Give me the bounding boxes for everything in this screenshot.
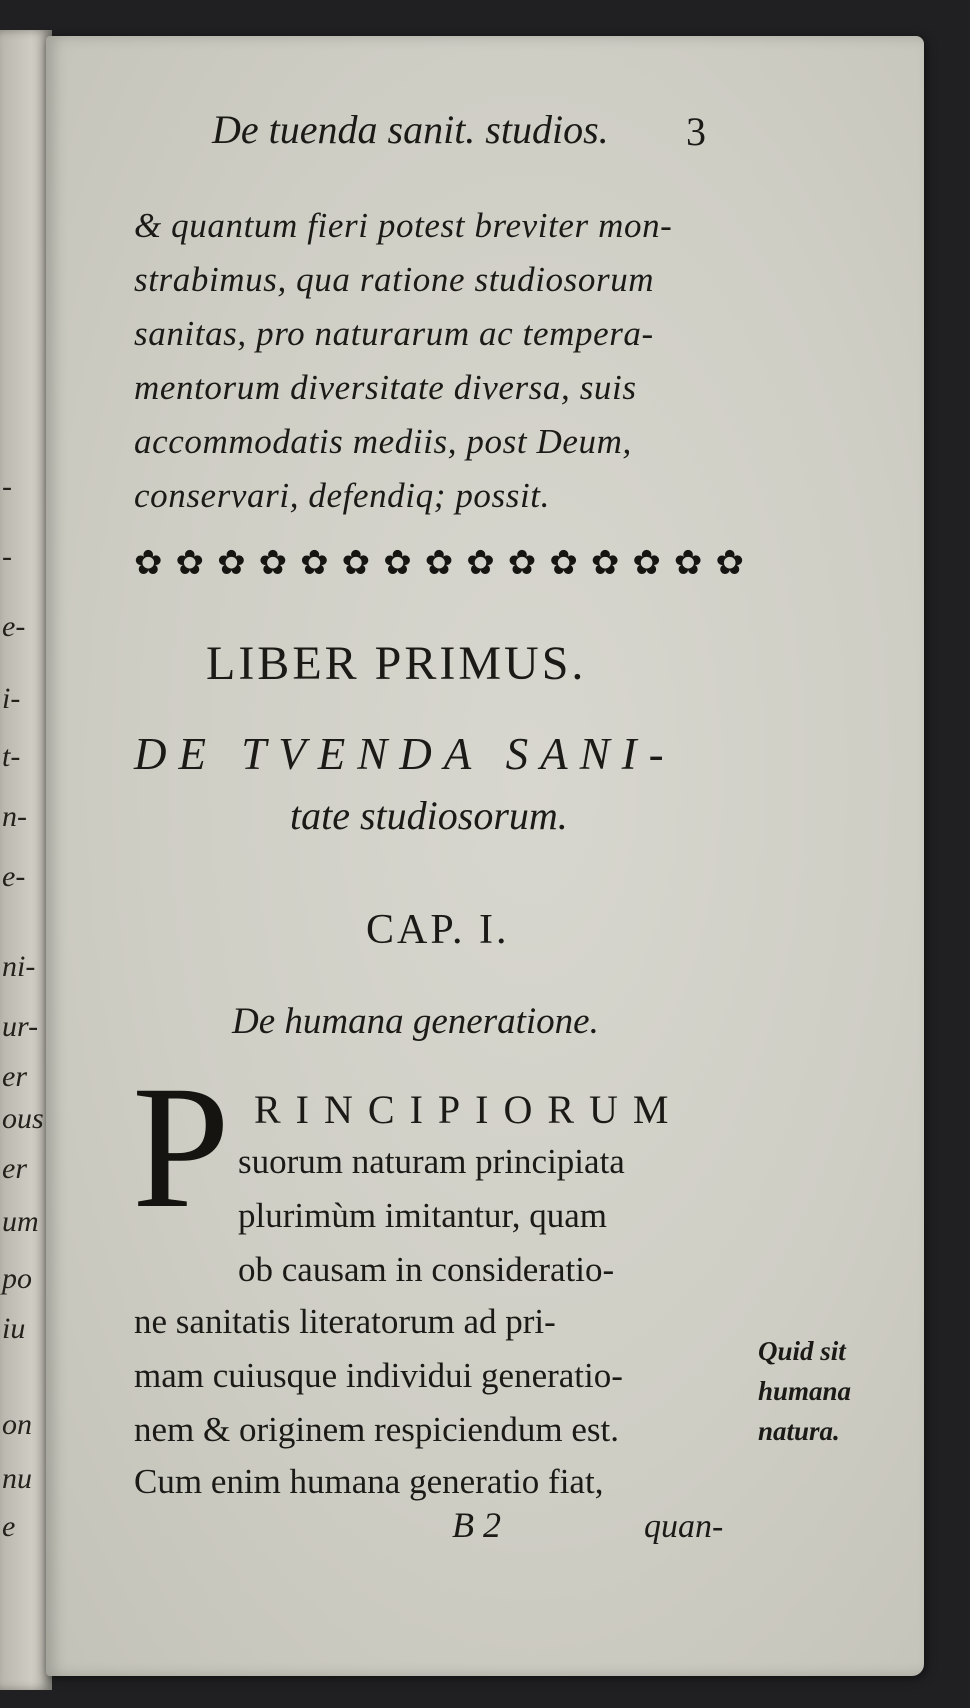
fleuron-icon: ✿ [466,545,495,582]
facing-page-fragment: ur- [2,1010,39,1043]
fleuron-icon: ✿ [217,545,246,582]
facing-page-fragment: er [2,1152,27,1185]
body-line: mam cuiusque individui generatio- [134,1356,623,1395]
fleuron-icon: ✿ [341,545,371,582]
fleuron-ornament-row [134,544,744,584]
facing-page-fragment: nu [2,1462,32,1495]
body-line: suorum naturam principiata [238,1142,625,1181]
intro-line: strabimus, qua ratione studiosorum [134,260,655,299]
chapter-heading: CAP. I. [366,907,510,953]
fleuron-icon: ✿ [673,545,703,582]
facing-page-fragment: on [2,1408,32,1441]
fleuron-icon: ✿ [715,545,744,582]
facing-page-fragment: iu [2,1312,26,1345]
facing-page-fragment: n- [2,800,27,833]
fleuron-icon: ✿ [175,545,205,582]
intro-line: sanitas, pro naturarum ac tempera- [134,314,654,353]
intro-line: mentorum diversitate diversa, suis [134,368,637,407]
drop-cap: P [132,1050,230,1245]
intro-line: & quantum fieri potest breviter mon- [134,206,673,245]
book-subtitle-line: DE TVENDA SANI- [134,729,676,779]
fleuron-icon: ✿ [590,545,620,582]
facing-page-fragment: e [2,1510,16,1543]
first-word: RINCIPIORUM [254,1087,684,1132]
page-number: 3 [686,109,706,154]
facing-page-fragment: t- [2,740,21,773]
body-line: Cum enim humana generatio fiat, [134,1462,604,1501]
fleuron-icon: ✿ [632,545,661,582]
body-line: plurimùm imitantur, quam [238,1196,607,1235]
fleuron-icon: ✿ [424,545,454,582]
facing-page-fragment: e- [2,610,26,643]
facing-page-fragment: ous [2,1102,44,1135]
running-head: De tuenda sanit. studios. [212,107,609,152]
fleuron-icon: ✿ [300,545,329,582]
facing-page-fragment: um [2,1205,39,1238]
signature-mark: B 2 [452,1505,501,1545]
facing-page-edge [0,30,52,1690]
fleuron-icon: ✿ [507,545,537,582]
facing-page-fragment: er [2,1060,27,1093]
catchword: quan- [644,1508,724,1545]
intro-line: accommodatis mediis, post Deum, [134,422,632,461]
facing-page-fragment: - [2,470,12,503]
book-title: LIBER PRIMUS. [206,637,587,690]
body-line: ne sanitatis literatorum ad pri- [134,1302,556,1341]
book-page [46,36,924,1676]
facing-page-fragment: ni- [2,950,36,983]
margin-note-line: Quid sit [758,1336,846,1366]
fleuron-icon: ✿ [549,545,578,582]
facing-page-fragment: - [2,540,12,573]
facing-page-fragment: i- [2,682,21,715]
fleuron-icon: ✿ [383,545,412,582]
chapter-title: De humana generatione. [232,1001,599,1042]
margin-note-line: humana [758,1376,852,1406]
book-subtitle-line: tate studiosorum. [290,793,568,838]
facing-page-fragment: po [2,1262,32,1295]
margin-note-line: natura. [758,1416,840,1446]
fleuron-icon: ✿ [134,545,163,582]
body-line: ob causam in consideratio- [238,1250,615,1289]
facing-page-fragment: e- [2,860,26,893]
body-line: nem & originem respiciendum est. [134,1410,620,1449]
fleuron-icon: ✿ [258,545,288,582]
intro-line: conservari, defendiq; possit. [134,476,550,515]
